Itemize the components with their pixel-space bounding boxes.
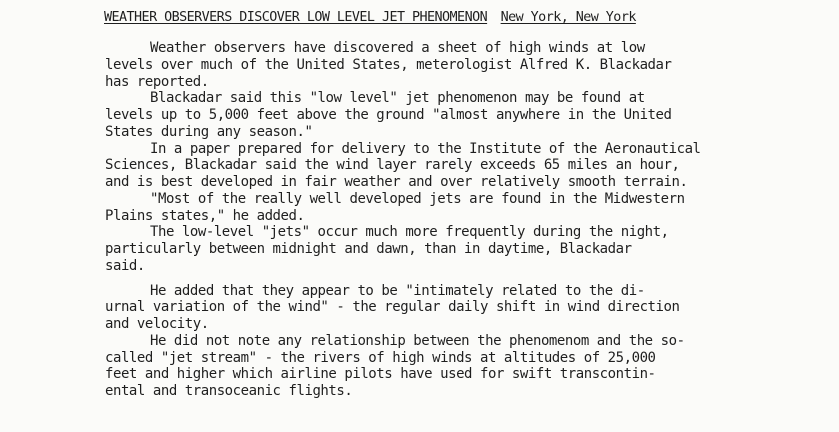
text-line: Sciences, Blackadar said the wind layer rarely exceeds 65 miles an hour, [105,157,680,174]
paragraph [105,90,805,140]
text-line: and velocity. [105,316,209,332]
paragraph-gap [105,275,805,283]
text-line: "Most of the really well developed jets are found in the Midwestern [150,190,685,207]
paragraph [105,191,805,225]
text-line: Blackadar said this "low level" jet phenomenon may be found at [150,90,645,107]
text-line: levels over much of the United States, meterologist Alfred K. Blackadar [105,56,672,73]
headline-title: WEATHER OBSERVERS DISCOVER LOW LEVEL JET PHENOMENON [104,10,488,25]
text-line: called "jet stream" - the rivers of high winds at altitudes of 25,000 [105,349,656,366]
text-line: urnal variation of the wind" - the regular daily shift in wind direction [105,299,680,316]
text-line: The low-level "jets" occur much more frequently during the night, [150,224,669,241]
text-line: levels up to 5,000 feet above the ground "almost anywhere in the United [105,107,672,123]
paragraph [105,283,805,333]
text-line: particularly between midnight and dawn, than in daytime, Blackadar [105,241,632,257]
text-line: He did not note any relationship between the phenomenom and the so- [150,332,685,349]
text-line: and is best developed in fair weather and over relatively smooth terrain. [105,174,688,190]
text-line: Plains states," he added. [105,207,305,224]
paragraph [105,333,805,400]
text-line: ental and transoceanic flights. [105,383,353,399]
paragraph [105,224,805,274]
text-line: He added that they appear to be "intimately related to the di- [150,282,645,299]
text-line: feet and higher which airline pilots have used for swift transcontin- [105,366,656,383]
paragraph [105,141,805,191]
paragraph [105,40,805,90]
text-line: Weather observers have discovered a sheet of high winds at low [150,40,645,56]
article-body [105,40,805,400]
text-line: said. [105,257,145,274]
headline-dateline: New York, New York [500,10,636,25]
text-line: has reported. [105,73,209,90]
headline [104,9,636,27]
text-line: States during any season." [105,123,313,140]
text-line: In a paper prepared for delivery to the Institute of the Aeronautical [150,140,701,157]
